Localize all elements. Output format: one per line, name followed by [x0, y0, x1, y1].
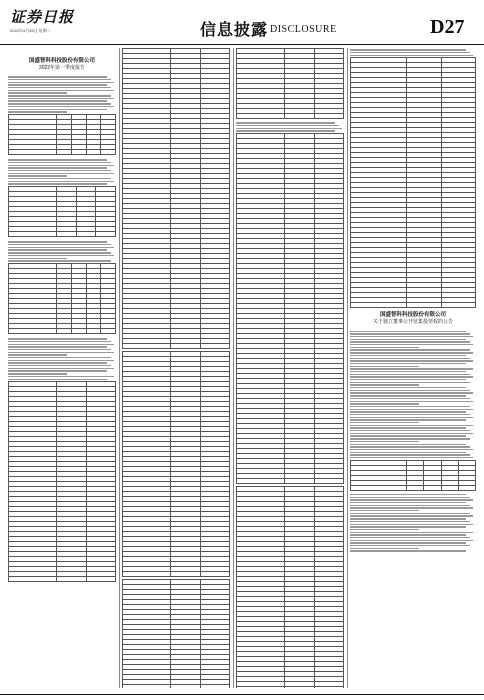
table-cell [123, 685, 171, 689]
table-cell [76, 232, 96, 237]
text-line [350, 534, 466, 535]
text-line [350, 435, 466, 436]
text-line [350, 427, 466, 428]
text-line [8, 87, 111, 88]
data-table [122, 351, 230, 577]
table-cell [71, 149, 86, 154]
table-row [123, 344, 230, 349]
text-line [8, 341, 111, 342]
text-line [350, 401, 473, 402]
text-line [350, 358, 470, 359]
text-line [8, 100, 107, 101]
table-cell [351, 485, 407, 490]
text-line [8, 373, 67, 374]
text-line [350, 425, 473, 426]
text-line [350, 518, 466, 519]
text-line [8, 354, 67, 355]
body-text-lines [350, 494, 476, 552]
table-cell [123, 572, 171, 577]
data-table [350, 57, 476, 308]
table-cell [458, 485, 475, 490]
text-line [8, 346, 107, 347]
table-cell [200, 572, 229, 577]
body-text-lines [350, 331, 476, 459]
text-line [8, 360, 114, 361]
text-line [350, 414, 470, 415]
text-line [350, 333, 470, 334]
table-cell [314, 114, 343, 119]
text-line [8, 370, 107, 371]
text-line [8, 178, 111, 179]
text-line [350, 371, 466, 372]
text-line [8, 95, 111, 96]
text-line [350, 344, 473, 345]
text-line [350, 494, 466, 495]
text-line [350, 510, 419, 511]
text-line [236, 125, 339, 126]
text-line [350, 341, 470, 342]
text-line [8, 244, 111, 245]
text-line [350, 507, 473, 508]
issue-date: 2022年4月26日 星期二 [10, 28, 51, 33]
table-cell [200, 685, 229, 689]
text-line [236, 122, 335, 123]
text-line [8, 173, 114, 174]
text-line [8, 90, 114, 91]
text-line [350, 444, 466, 445]
table-cell [285, 687, 314, 688]
table-cell [314, 479, 343, 484]
text-line [8, 247, 114, 248]
table-cell [285, 114, 314, 119]
text-line [350, 452, 466, 453]
text-line [350, 438, 470, 439]
text-line [350, 392, 473, 393]
table-cell [57, 232, 77, 237]
table-cell [441, 485, 458, 490]
table-row [123, 572, 230, 577]
text-line [8, 98, 114, 99]
table-cell [314, 687, 343, 688]
text-line [350, 457, 473, 458]
text-line [8, 255, 114, 256]
table-cell [407, 303, 442, 308]
text-line [8, 338, 107, 339]
table-row [9, 328, 116, 333]
text-line [8, 376, 114, 377]
column-2 [122, 48, 230, 688]
text-line [350, 368, 473, 369]
table-cell [407, 485, 424, 490]
text-line [8, 170, 111, 171]
text-line [350, 379, 466, 380]
table-cell [237, 479, 285, 484]
table-cell [171, 344, 200, 349]
table-cell [86, 149, 101, 154]
body-text-lines [350, 49, 476, 56]
body-text-lines [236, 122, 344, 131]
body-text-lines [8, 76, 116, 112]
notice-company: 国盛智科科技股份有限公司 [379, 312, 446, 319]
text-line [350, 548, 419, 549]
text-line [350, 55, 473, 56]
table-cell [57, 328, 72, 333]
data-table [122, 579, 230, 688]
column-4 [350, 48, 476, 688]
text-line [350, 382, 470, 383]
page-header [0, 0, 484, 45]
table-row [9, 577, 116, 582]
text-line [350, 376, 473, 377]
data-table [8, 186, 116, 237]
data-table [350, 460, 476, 491]
text-line [8, 260, 111, 261]
text-line [8, 379, 107, 380]
text-line [350, 515, 473, 516]
data-table [122, 48, 230, 349]
text-line [350, 403, 419, 404]
data-table [8, 263, 116, 334]
text-line [350, 532, 473, 533]
text-line [350, 497, 470, 498]
text-line [236, 130, 335, 131]
table-cell [237, 687, 285, 688]
table-cell [57, 149, 72, 154]
text-line [350, 499, 473, 500]
text-line [350, 521, 470, 522]
text-line [8, 92, 67, 93]
text-line [8, 76, 107, 77]
table-cell [101, 328, 116, 333]
table-cell [71, 328, 86, 333]
text-line [8, 82, 114, 83]
text-line [8, 162, 111, 163]
section-title: 信息披露 [200, 20, 269, 39]
text-line [8, 165, 114, 166]
table-cell [171, 572, 200, 577]
text-line [350, 49, 466, 50]
text-line [8, 352, 114, 353]
table-cell [9, 149, 57, 154]
table-cell [9, 328, 57, 333]
text-line [350, 395, 466, 396]
data-table [236, 486, 344, 688]
text-line [350, 387, 466, 388]
text-line [8, 241, 107, 242]
text-line [8, 368, 114, 369]
text-line [350, 366, 419, 367]
text-line [350, 384, 419, 385]
text-line [350, 550, 466, 551]
column-1 [8, 48, 116, 688]
text-line [350, 540, 473, 541]
text-line [350, 430, 470, 431]
text-line [8, 167, 107, 168]
text-line [350, 526, 466, 527]
text-line [350, 406, 470, 407]
text-line [8, 365, 111, 366]
data-table [8, 381, 116, 582]
text-line [8, 183, 107, 184]
text-line [350, 422, 419, 423]
text-line [8, 84, 107, 85]
text-line [236, 128, 342, 129]
text-line [350, 449, 473, 450]
column-divider [233, 48, 234, 688]
table-row [351, 303, 476, 308]
table-cell [200, 344, 229, 349]
text-line [350, 545, 470, 546]
text-line [350, 355, 466, 356]
text-line [350, 331, 466, 332]
data-table [236, 48, 344, 119]
table-row [237, 687, 344, 688]
table-cell [441, 303, 476, 308]
table-row [237, 114, 344, 119]
text-line [350, 446, 470, 447]
text-line [8, 109, 107, 110]
table-cell [96, 232, 116, 237]
text-line [350, 363, 466, 364]
text-line [8, 159, 107, 160]
text-line [350, 411, 466, 412]
text-line [350, 454, 470, 455]
table-row [123, 685, 230, 689]
text-line [8, 106, 114, 107]
footer-rule [0, 694, 484, 695]
text-line [350, 419, 466, 420]
text-line [350, 433, 473, 434]
text-line [350, 398, 470, 399]
table-cell [351, 303, 407, 308]
text-line [8, 252, 111, 253]
masthead-logo: 证券日报 [10, 8, 75, 26]
notice-title: 关于独立董事公开征集投票权的公告 [372, 319, 453, 326]
text-line [8, 344, 114, 345]
text-line [350, 339, 466, 340]
table-cell [171, 685, 200, 689]
text-line [350, 524, 473, 525]
column-divider [119, 48, 120, 688]
text-line [350, 374, 470, 375]
text-line [350, 441, 419, 442]
text-line [350, 390, 470, 391]
text-line [350, 417, 473, 418]
table-cell [237, 114, 285, 119]
body-text-lines [8, 241, 116, 261]
text-line [350, 529, 419, 530]
body-text-lines [8, 338, 116, 380]
text-line [8, 103, 111, 104]
notice-title: 2022年第一季度报告 [38, 65, 86, 71]
text-line [350, 52, 470, 53]
table-row [237, 479, 344, 484]
table-cell [9, 232, 57, 237]
column-3 [236, 48, 344, 688]
text-line [350, 537, 470, 538]
text-line [8, 349, 111, 350]
body-text-lines [8, 159, 116, 185]
table-cell [86, 328, 101, 333]
text-line [350, 502, 466, 503]
data-table [8, 114, 116, 155]
text-line [8, 258, 67, 259]
notice-title-block [8, 58, 116, 71]
table-cell [9, 577, 57, 582]
text-line [350, 347, 419, 348]
text-line [350, 360, 473, 361]
table-row [351, 485, 476, 490]
section-title-en: DISCLOSURE [270, 24, 337, 35]
text-line [8, 362, 107, 363]
table-cell [101, 149, 116, 154]
text-line [8, 249, 107, 250]
text-line [8, 175, 67, 176]
text-line [8, 79, 111, 80]
notice-title-block [350, 312, 476, 325]
table-row [9, 232, 116, 237]
table-row [9, 149, 116, 154]
table-cell [424, 485, 441, 490]
text-line [8, 111, 67, 112]
table-cell [123, 344, 171, 349]
notice-company: 国盛智科科技股份有限公司 [28, 58, 95, 64]
text-line [350, 409, 473, 410]
text-line [8, 181, 114, 182]
text-line [350, 542, 466, 543]
text-line [350, 352, 473, 353]
text-line [350, 336, 473, 337]
data-table [236, 133, 344, 484]
page-number: D27 [430, 16, 465, 38]
text-line [350, 505, 470, 506]
column-divider [347, 48, 348, 688]
text-line [350, 513, 470, 514]
table-cell [57, 577, 86, 582]
table-cell [285, 479, 314, 484]
text-line [8, 357, 111, 358]
table-cell [86, 577, 115, 582]
text-line [350, 349, 470, 350]
